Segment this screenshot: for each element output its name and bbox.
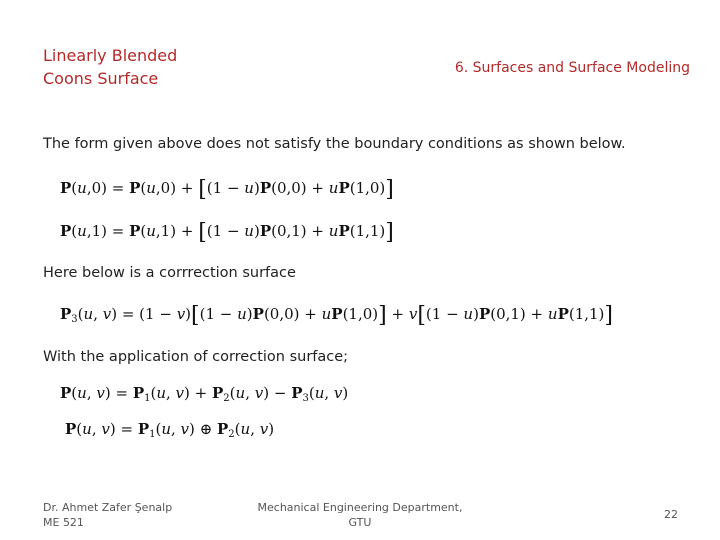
footer-dept-line-1: Mechanical Engineering Department,: [257, 501, 463, 514]
paragraph-boundary-conditions: The form given above does not satisfy the boundary conditions as shown below.: [43, 136, 626, 152]
footer-author: [43, 500, 172, 530]
slide-title: [43, 44, 243, 90]
equation-boundary-1: P(u,0) = P(u,0) + [(1 − u)P(0,0) + uP(1,0)]: [60, 177, 394, 202]
page-number: 22: [664, 508, 678, 521]
footer-department: [250, 500, 470, 530]
footer-course: ME 521: [43, 516, 84, 529]
footer-dept-line-2: GTU: [348, 516, 372, 529]
footer-author-name: Dr. Ahmet Zafer Şenalp: [43, 501, 173, 514]
chapter-heading: 6. Surfaces and Surface Modeling: [454, 60, 690, 76]
title-line-1: Linearly Blended: [43, 46, 178, 65]
equation-coons-sum: P(u, $v) = P_1(u$, v) ⊕ $P_2(u$, v): [65, 420, 275, 440]
paragraph-correction-surface: Here below is a corrrection surface: [43, 265, 296, 281]
equation-coons-surface: P(u, $v) = P_1(u$, $v) + P_2(u$, $v) - P_3(u$, v): [60, 384, 349, 404]
title-line-2: Coons Surface: [43, 69, 159, 88]
equation-boundary-2: P(u,1) = P(u,1) + [(1 − u)P(0,1) + uP(1,1)]: [60, 220, 394, 245]
paragraph-application: With the application of correction surface;: [43, 349, 349, 365]
equation-correction-surface: $P_3(u$, v) = (1 − v)[(1 − u)P(0,0) + uP(1,0)] + v[(1 − u)P(0,1) + uP(1,1)]: [60, 303, 613, 328]
